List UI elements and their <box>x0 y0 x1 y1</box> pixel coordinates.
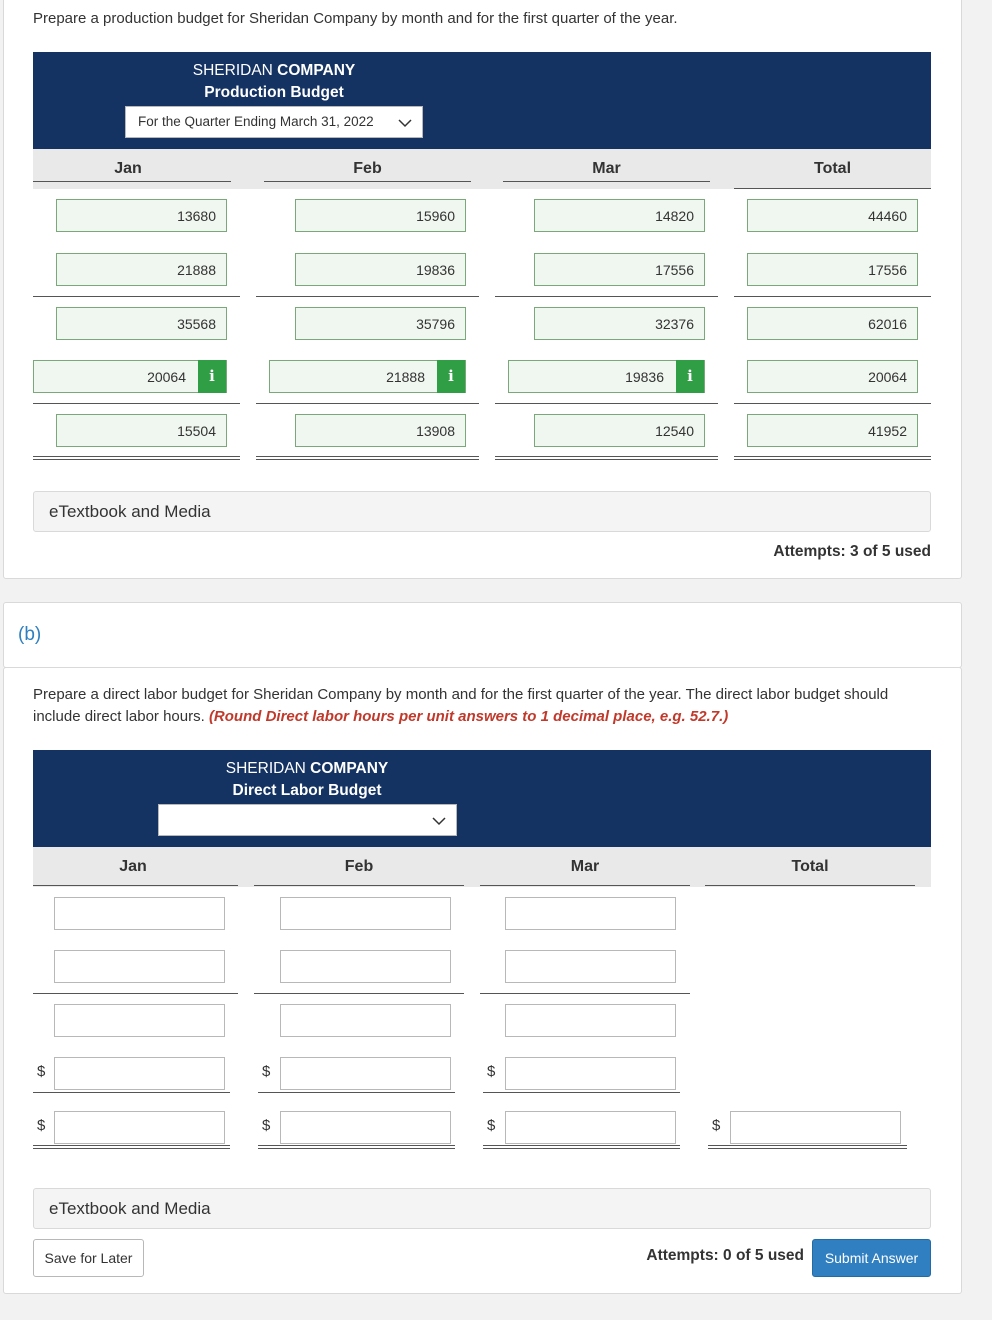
currency-symbol: $ <box>262 1063 271 1080</box>
period-select[interactable] <box>158 804 457 836</box>
header-underline-mar <box>480 885 690 886</box>
jan-row5-field[interactable]: 15504 <box>56 414 227 447</box>
chevron-down-icon <box>432 814 446 828</box>
currency-symbol: $ <box>37 1063 46 1080</box>
row2-underline-mar <box>495 296 718 297</box>
feb-row1-field[interactable]: 15960 <box>295 199 466 232</box>
labor-row4-underline-feb <box>258 1092 455 1093</box>
jan-labor-row4-input[interactable] <box>54 1057 225 1090</box>
labor-row2-underline-mar <box>480 993 690 994</box>
mar-row3-field[interactable]: 32376 <box>534 307 705 340</box>
feb-labor-row2-input[interactable] <box>280 950 451 983</box>
part-b-prompt <box>33 684 938 728</box>
labor-row2-underline-jan <box>33 993 238 994</box>
jan-row1-field[interactable]: 13680 <box>56 199 227 232</box>
total-row5-field[interactable]: 41952 <box>747 414 918 447</box>
mar-row2-field[interactable]: 17556 <box>534 253 705 286</box>
col-header-total: Total <box>813 160 852 177</box>
company-heading <box>124 60 424 82</box>
feb-row2-field[interactable]: 19836 <box>295 253 466 286</box>
header-underline-jan <box>33 181 231 182</box>
mar-labor-row1-input[interactable] <box>505 897 676 930</box>
currency-symbol: $ <box>487 1063 496 1080</box>
row5-double-underline-total <box>734 456 931 460</box>
etextbook-media-link-a[interactable]: eTextbook and Media <box>33 491 931 532</box>
part-b-prompt-text: Prepare a direct labor budget for Sheridan Company by month and for the first quarter of the year. The direct labor budget should include direct labor hours. <box>33 686 889 725</box>
save-for-later-button[interactable]: Save for Later <box>33 1239 144 1277</box>
header-underline-feb <box>254 885 464 886</box>
currency-symbol: $ <box>262 1117 271 1134</box>
col-header-total: Total <box>791 858 829 875</box>
col-header-mar: Mar <box>570 858 600 875</box>
feb-row4-field[interactable] <box>269 360 466 393</box>
row4-underline-mar <box>495 403 718 404</box>
mar-row5-field[interactable]: 12540 <box>534 414 705 447</box>
feb-row3-field[interactable]: 35796 <box>295 307 466 340</box>
feb-row4-value: 21888 <box>386 369 425 385</box>
col-header-feb: Feb <box>353 160 382 177</box>
row2-underline-feb <box>256 296 479 297</box>
chevron-down-icon <box>398 116 412 130</box>
total-row2-field[interactable]: 17556 <box>747 253 918 286</box>
part-b-rounding-note: (Round Direct labor hours per unit answers to 1 decimal place, e.g. 52.7.) <box>208 708 729 725</box>
jan-labor-row3-input[interactable] <box>54 1004 225 1037</box>
jan-labor-row1-input[interactable] <box>54 897 225 930</box>
labor-row5-double-underline-total <box>708 1145 907 1149</box>
attempts-counter-b: Attempts: 0 of 5 used <box>646 1247 804 1264</box>
mar-labor-row5-input[interactable] <box>505 1111 676 1144</box>
header-underline-feb <box>264 181 471 182</box>
jan-row2-field[interactable]: 21888 <box>56 253 227 286</box>
attempts-counter-a: Attempts: 3 of 5 used <box>773 543 931 560</box>
company-suffix: COMPANY <box>277 62 356 79</box>
row4-underline-jan <box>33 403 240 404</box>
feb-labor-row1-input[interactable] <box>280 897 451 930</box>
row5-double-underline-jan <box>33 456 240 460</box>
jan-row4-value: 20064 <box>147 369 186 385</box>
production-budget-banner <box>33 52 931 149</box>
col-header-jan: Jan <box>114 160 142 177</box>
header-underline-jan <box>33 885 238 886</box>
col-header-feb: Feb <box>344 858 374 875</box>
labor-row2-underline-feb <box>254 993 464 994</box>
feb-row5-field[interactable]: 13908 <box>295 414 466 447</box>
header-underline-total <box>705 885 915 886</box>
mar-row4-field[interactable] <box>508 360 705 393</box>
part-a-prompt: Prepare a production budget for Sheridan Company by month and for the first quarter of the year. <box>33 10 678 27</box>
total-row4-field[interactable]: 20064 <box>747 360 918 393</box>
labor-row4-underline-mar <box>483 1092 680 1093</box>
labor-row5-double-underline-mar <box>483 1145 680 1149</box>
jan-labor-row5-input[interactable] <box>54 1111 225 1144</box>
mar-labor-row3-input[interactable] <box>505 1004 676 1037</box>
jan-labor-row2-input[interactable] <box>54 950 225 983</box>
jan-row3-field[interactable]: 35568 <box>56 307 227 340</box>
mar-row1-field[interactable]: 14820 <box>534 199 705 232</box>
row5-double-underline-feb <box>256 456 479 460</box>
col-header-mar: Mar <box>592 160 621 177</box>
etextbook-media-link-b[interactable]: eTextbook and Media <box>33 1188 931 1229</box>
period-select[interactable] <box>125 106 423 138</box>
currency-symbol: $ <box>712 1117 721 1134</box>
col-header-jan: Jan <box>119 858 147 875</box>
header-underline-total <box>734 188 931 189</box>
company-name: SHERIDAN <box>225 760 306 777</box>
period-select-value: For the Quarter Ending March 31, 2022 <box>138 114 374 129</box>
info-icon[interactable]: i <box>676 360 704 393</box>
row4-underline-feb <box>256 403 479 404</box>
row2-underline-jan <box>33 296 240 297</box>
currency-symbol: $ <box>37 1117 46 1134</box>
submit-answer-button[interactable]: Submit Answer <box>812 1239 931 1277</box>
mar-labor-row4-input[interactable] <box>505 1057 676 1090</box>
feb-labor-row3-input[interactable] <box>280 1004 451 1037</box>
jan-row4-field[interactable] <box>33 360 227 393</box>
total-row1-field[interactable]: 44460 <box>747 199 918 232</box>
currency-symbol: $ <box>487 1117 496 1134</box>
company-name: SHERIDAN <box>192 62 273 79</box>
mar-labor-row2-input[interactable] <box>505 950 676 983</box>
header-underline-mar <box>503 181 710 182</box>
company-heading <box>157 758 457 780</box>
labor-row5-double-underline-feb <box>258 1145 455 1149</box>
info-icon[interactable]: i <box>437 360 465 393</box>
feb-labor-row5-input[interactable] <box>280 1111 451 1144</box>
row4-underline-total <box>734 403 931 404</box>
info-icon[interactable]: i <box>198 360 226 393</box>
budget-title: Direct Labor Budget <box>232 782 382 799</box>
part-b-label: (b) <box>18 624 42 645</box>
row2-underline-total <box>734 296 931 297</box>
total-row3-field[interactable]: 62016 <box>747 307 918 340</box>
company-suffix: COMPANY <box>310 760 389 777</box>
part-b-header-panel <box>3 602 962 668</box>
feb-labor-row4-input[interactable] <box>280 1057 451 1090</box>
mar-row4-value: 19836 <box>625 369 664 385</box>
row5-double-underline-mar <box>495 456 718 460</box>
labor-row4-underline-jan <box>33 1092 230 1093</box>
total-labor-row5-input[interactable] <box>730 1111 901 1144</box>
budget-title: Production Budget <box>204 84 344 101</box>
labor-row5-double-underline-jan <box>33 1145 230 1149</box>
labor-budget-banner <box>33 750 931 847</box>
